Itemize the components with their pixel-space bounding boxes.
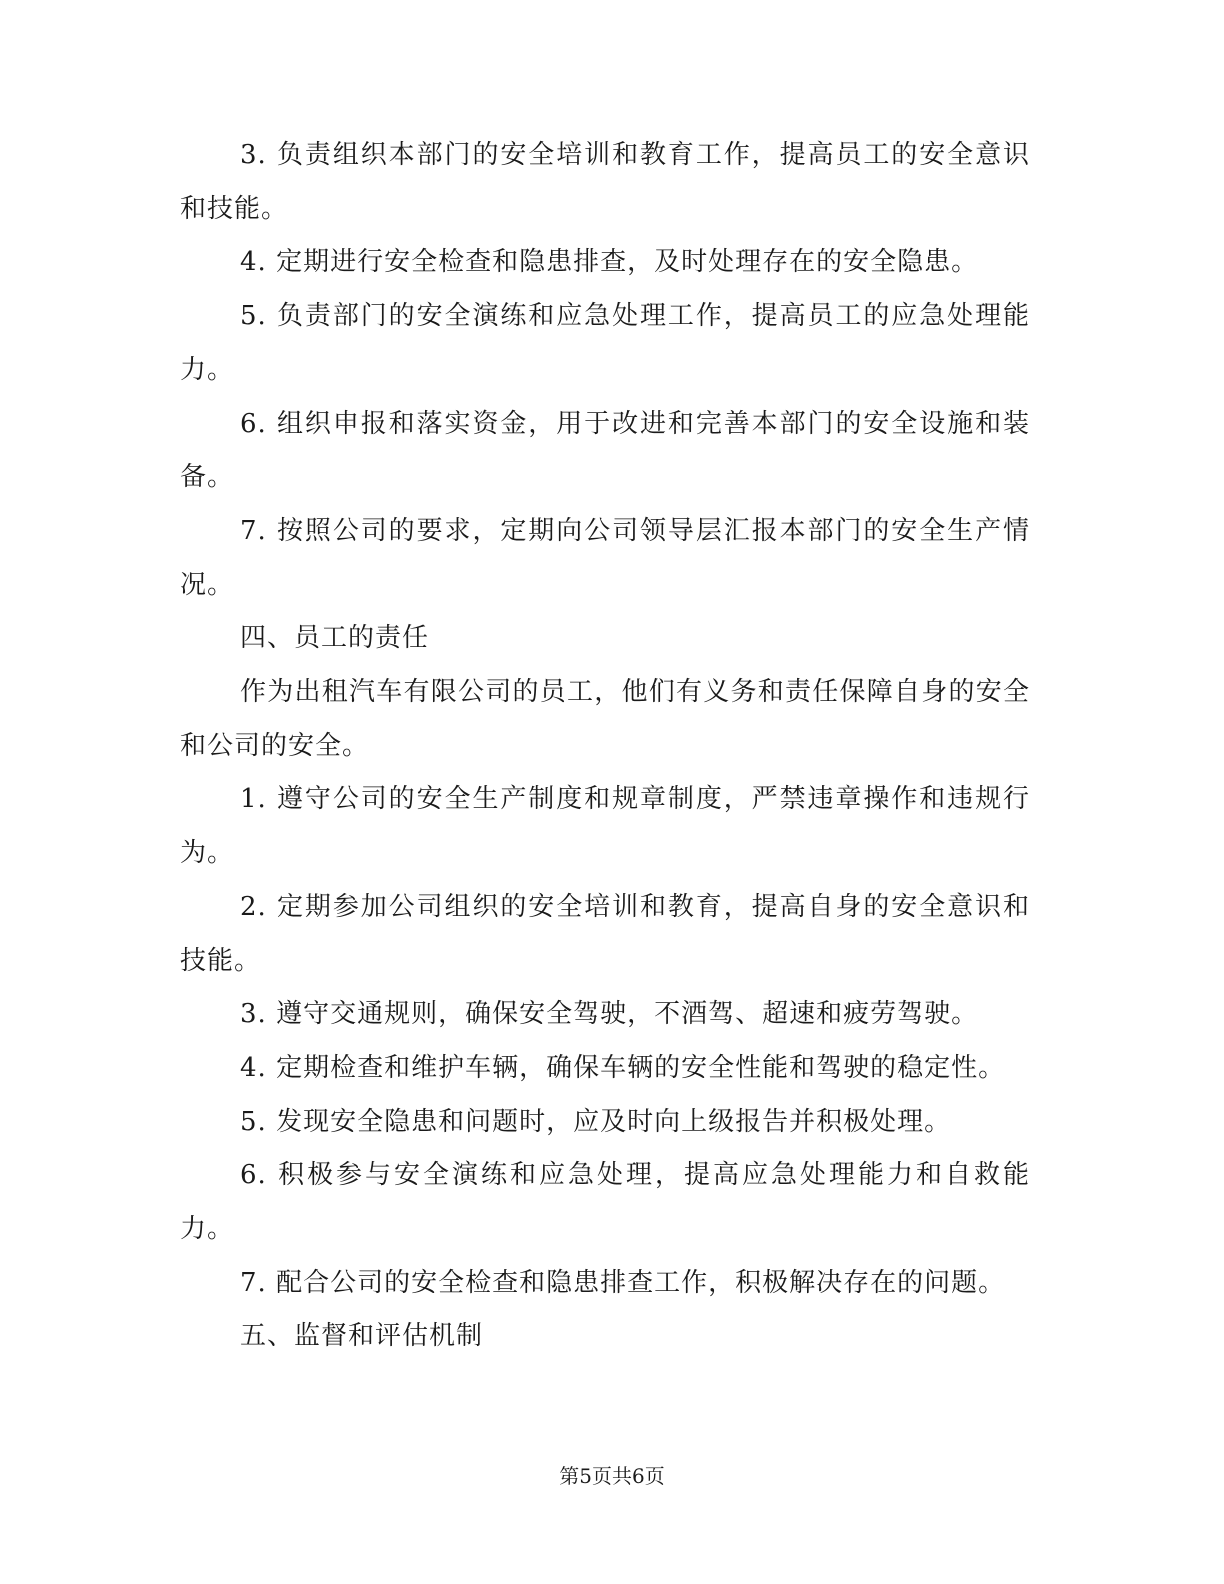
paragraph: 1. 遵守公司的安全生产制度和规章制度，严禁违章操作和违规行为。 <box>180 784 1030 869</box>
section-heading: 四、员工的责任 <box>240 623 430 654</box>
paragraph: 3. 遵守交通规则，确保安全驾驶，不酒驾、超速和疲劳驾驶。 <box>240 999 979 1030</box>
paragraph: 5. 负责部门的安全演练和应急处理工作，提高员工的应急处理能力。 <box>180 301 1030 385</box>
paragraph: 6. 组织申报和落实资金，用于改进和完善本部门的安全设施和装备。 <box>180 408 1030 493</box>
paragraph: 5. 发现安全隐患和问题时，应及时向上级报告并积极处理。 <box>240 1106 952 1137</box>
paragraph: 7. 按照公司的要求，定期向公司领导层汇报本部门的安全生产情况。 <box>180 515 1030 600</box>
paragraph: 4. 定期进行安全检查和隐患排查，及时处理存在的安全隐患。 <box>240 247 979 278</box>
paragraph: 作为出租汽车有限公司的员工，他们有义务和责任保障自身的安全和公司的安全。 <box>180 677 1030 761</box>
paragraph: 4. 定期检查和维护车辆，确保车辆的安全性能和驾驶的稳定性。 <box>240 1052 1006 1083</box>
paragraph: 2. 定期参加公司组织的安全培训和教育，提高自身的安全意识和技能。 <box>180 891 1030 976</box>
paragraph: 3. 负责组织本部门的安全培训和教育工作，提高员工的安全意识和技能。 <box>180 140 1030 224</box>
section-heading: 五、监督和评估机制 <box>240 1321 484 1352</box>
page-number-footer: 第5页共6页 <box>559 1464 665 1488</box>
document-body <box>180 129 1030 1364</box>
paragraph: 7. 配合公司的安全检查和隐患排查工作，积极解决存在的问题。 <box>240 1267 1006 1298</box>
paragraph: 6. 积极参与安全演练和应急处理，提高应急处理能力和自救能力。 <box>180 1160 1030 1245</box>
